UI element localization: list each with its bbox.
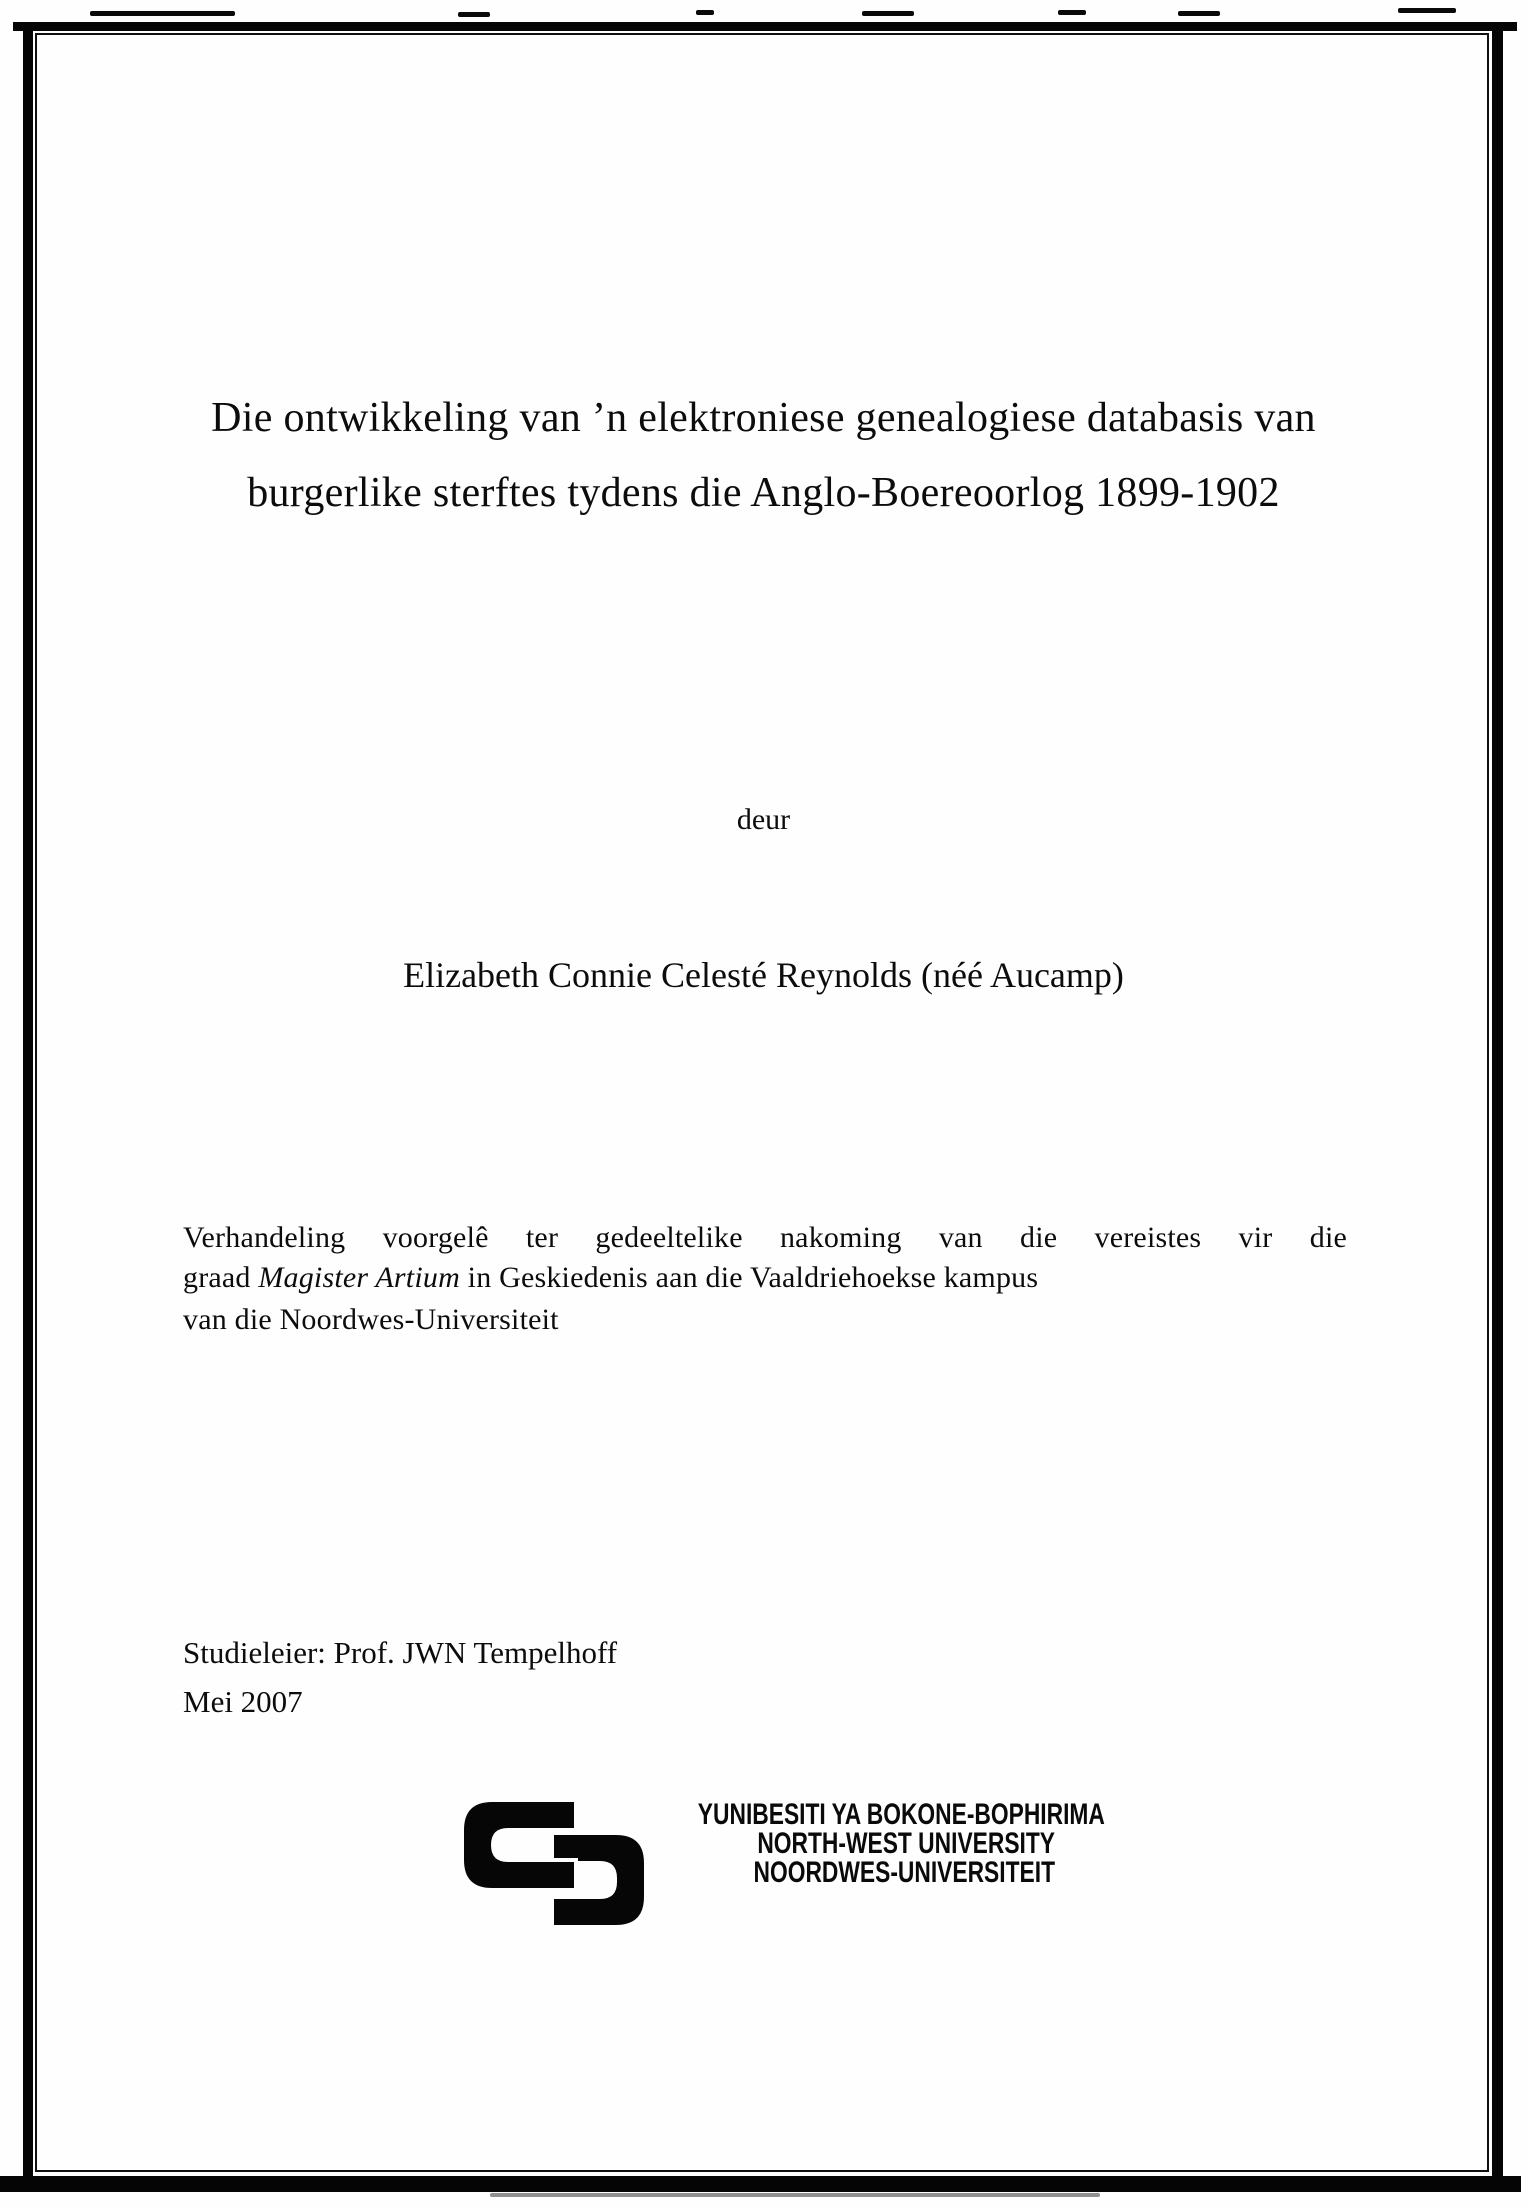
outer-border-bottom <box>0 2176 1521 2192</box>
nwu-logo-wordmark <box>697 1798 1105 1889</box>
scan-artifact <box>696 10 714 15</box>
logo-line-afrikaans: NOORDWES-UNIVERSITEIT <box>753 1856 1055 1889</box>
byline-deur: deur <box>736 803 791 836</box>
date-line: Mei 2007 <box>183 1684 303 1719</box>
scan-artifact <box>490 2193 1100 2197</box>
scan-artifact <box>1178 11 1220 16</box>
scan-artifact <box>458 12 490 17</box>
logo-line-setswana: YUNIBESITI YA BOKONE-BOPHIRIMA <box>697 1798 1105 1831</box>
logo-line-english: NORTH-WEST UNIVERSITY <box>757 1827 1055 1860</box>
degree-statement-line-2 <box>183 1261 1347 1295</box>
scan-artifact <box>1398 8 1456 13</box>
outer-border-top <box>13 22 1517 31</box>
statement-line2-prefix: graad <box>183 1261 259 1294</box>
thesis-title-line-1: Die ontwikkeling van ’n elektroniese genealogiese databasis van <box>211 395 1316 441</box>
author-name: Elizabeth Connie Celesté Reynolds (néé Aucamp) <box>403 955 1124 995</box>
statement-line2-suffix: in Geskiedenis aan die Vaaldriehoekse kampus <box>459 1261 1039 1294</box>
supervisor-line: Studieleier: Prof. JWN Tempelhoff <box>183 1635 618 1670</box>
scan-artifact <box>1058 10 1086 15</box>
scan-artifact <box>90 11 235 16</box>
degree-statement-line-3: van die Noordwes-Universiteit <box>183 1303 559 1336</box>
degree-name-italic: Magister Artium <box>258 1261 460 1294</box>
outer-border-right <box>1492 22 1503 2191</box>
scan-artifact <box>862 11 914 16</box>
thesis-title-line-2: burgerlike sterftes tydens die Anglo-Boereoorlog 1899-1902 <box>247 470 1280 516</box>
nwu-interlocked-links-icon <box>462 1799 647 1928</box>
degree-statement-line-1: Verhandeling voorgelê ter gedeeltelike nakoming van die vereistes vir die <box>183 1221 1347 1254</box>
outer-border-left <box>23 22 33 2191</box>
